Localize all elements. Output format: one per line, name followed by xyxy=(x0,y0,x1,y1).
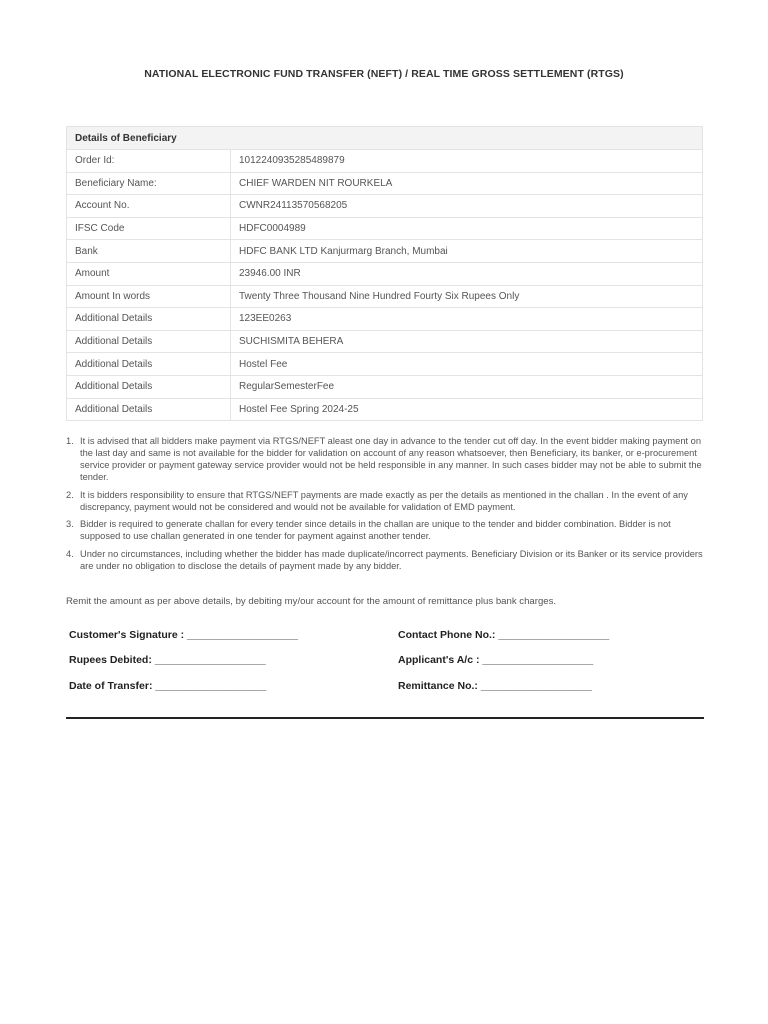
table-row-additional-details xyxy=(67,330,703,353)
instruction-text: Bidder is required to generate challan for every tender since details in the challan are unique to the tender and bidder combination. Bidder is not supposed to use challan generated in one tender for payment against another tender. xyxy=(80,519,671,542)
row-value: CHIEF WARDEN NIT ROURKELA xyxy=(231,172,703,195)
table-row-order-id xyxy=(67,150,703,173)
row-value: 23946.00 INR xyxy=(231,262,703,285)
table-row-additional-details xyxy=(67,375,703,398)
row-label: Bank xyxy=(67,240,231,263)
row-value: Hostel Fee xyxy=(231,353,703,376)
instruction-text: Under no circumstances, including whether the bidder has made duplicate/incorrect payments. Beneficiary Division or its Banker or its service providers are under no obligation to disclose the details of payment made by any bidder. xyxy=(80,549,703,572)
instruction-text: It is advised that all bidders make payment via RTGS/NEFT aleast one day in advance to the tender cut off day. In the event bidder making payment on the last day and same is not available for the bidder for validation on account of any reason whatsoever, then Beneficiary, its banker, or e-procurement service provider or payment gateway service provider would not be held responsible in any manner. In such cases bidder may not be able to submit the tender. xyxy=(80,436,702,482)
row-label: Amount In words xyxy=(67,285,231,308)
table-row-bank xyxy=(67,240,703,263)
beneficiary-table xyxy=(66,126,703,421)
instruction-item xyxy=(66,519,706,543)
row-value: CWNR24113570568205 xyxy=(231,195,703,218)
table-row-amount-in-words xyxy=(67,285,703,308)
row-value: RegularSemesterFee xyxy=(231,375,703,398)
row-value: HDFC0004989 xyxy=(231,217,703,240)
page-title: NATIONAL ELECTRONIC FUND TRANSFER (NEFT) / REAL TIME GROSS SETTLEMENT (RTGS) xyxy=(144,68,624,80)
row-value: 1012240935285489879 xyxy=(231,150,703,173)
rupees-debited-field: Rupees Debited: ___________________ xyxy=(69,654,266,666)
row-label: Account No. xyxy=(67,195,231,218)
table-header: Details of Beneficiary xyxy=(67,127,703,150)
row-label: Additional Details xyxy=(67,353,231,376)
row-label: Additional Details xyxy=(67,375,231,398)
row-label: Amount xyxy=(67,262,231,285)
bottom-divider xyxy=(66,717,704,719)
contact-phone-field: Contact Phone No.: ___________________ xyxy=(398,629,610,641)
table-row-account-no xyxy=(67,195,703,218)
table-header-row xyxy=(67,127,703,150)
row-label: IFSC Code xyxy=(67,217,231,240)
instruction-item xyxy=(66,490,706,514)
date-of-transfer-field: Date of Transfer: ___________________ xyxy=(69,680,267,692)
remittance-no-field: Remittance No.: ___________________ xyxy=(398,680,592,692)
customer-signature-field: Customer's Signature : ___________________ xyxy=(69,629,298,641)
table-row-additional-details xyxy=(67,308,703,331)
instruction-item xyxy=(66,549,706,573)
table-row-ifsc-code xyxy=(67,217,703,240)
instruction-number: 3. xyxy=(66,519,74,530)
row-value: HDFC BANK LTD Kanjurmarg Branch, Mumbai xyxy=(231,240,703,263)
row-value: 123EE0263 xyxy=(231,308,703,331)
row-value: Twenty Three Thousand Nine Hundred Fourty Six Rupees Only xyxy=(231,285,703,308)
table-row-additional-details xyxy=(67,353,703,376)
instruction-number: 4. xyxy=(66,549,74,560)
table-row-beneficiary-name xyxy=(67,172,703,195)
row-label: Order Id: xyxy=(67,150,231,173)
row-label: Additional Details xyxy=(67,308,231,331)
remit-statement: Remit the amount as per above details, by debiting my/our account for the amount of remittance plus bank charges. xyxy=(66,596,557,607)
row-value: Hostel Fee Spring 2024-25 xyxy=(231,398,703,421)
row-label: Additional Details xyxy=(67,398,231,421)
instructions-list xyxy=(66,436,706,579)
instruction-text: It is bidders responsibility to ensure that RTGS/NEFT payments are made exactly as per the details as mentioned in the challan . In the event of any discrepancy, payment would not be considered and would not be available for validation of EMD payment. xyxy=(80,489,688,512)
applicants-ac-field: Applicant's A/c : ___________________ xyxy=(398,654,594,666)
table-row-amount xyxy=(67,262,703,285)
table-row-additional-details xyxy=(67,398,703,421)
row-label: Beneficiary Name: xyxy=(67,172,231,195)
instruction-number: 2. xyxy=(66,489,74,500)
row-label: Additional Details xyxy=(67,330,231,353)
instruction-number: 1. xyxy=(66,436,74,446)
row-value: SUCHISMITA BEHERA xyxy=(231,330,703,353)
instruction-item xyxy=(66,436,706,484)
